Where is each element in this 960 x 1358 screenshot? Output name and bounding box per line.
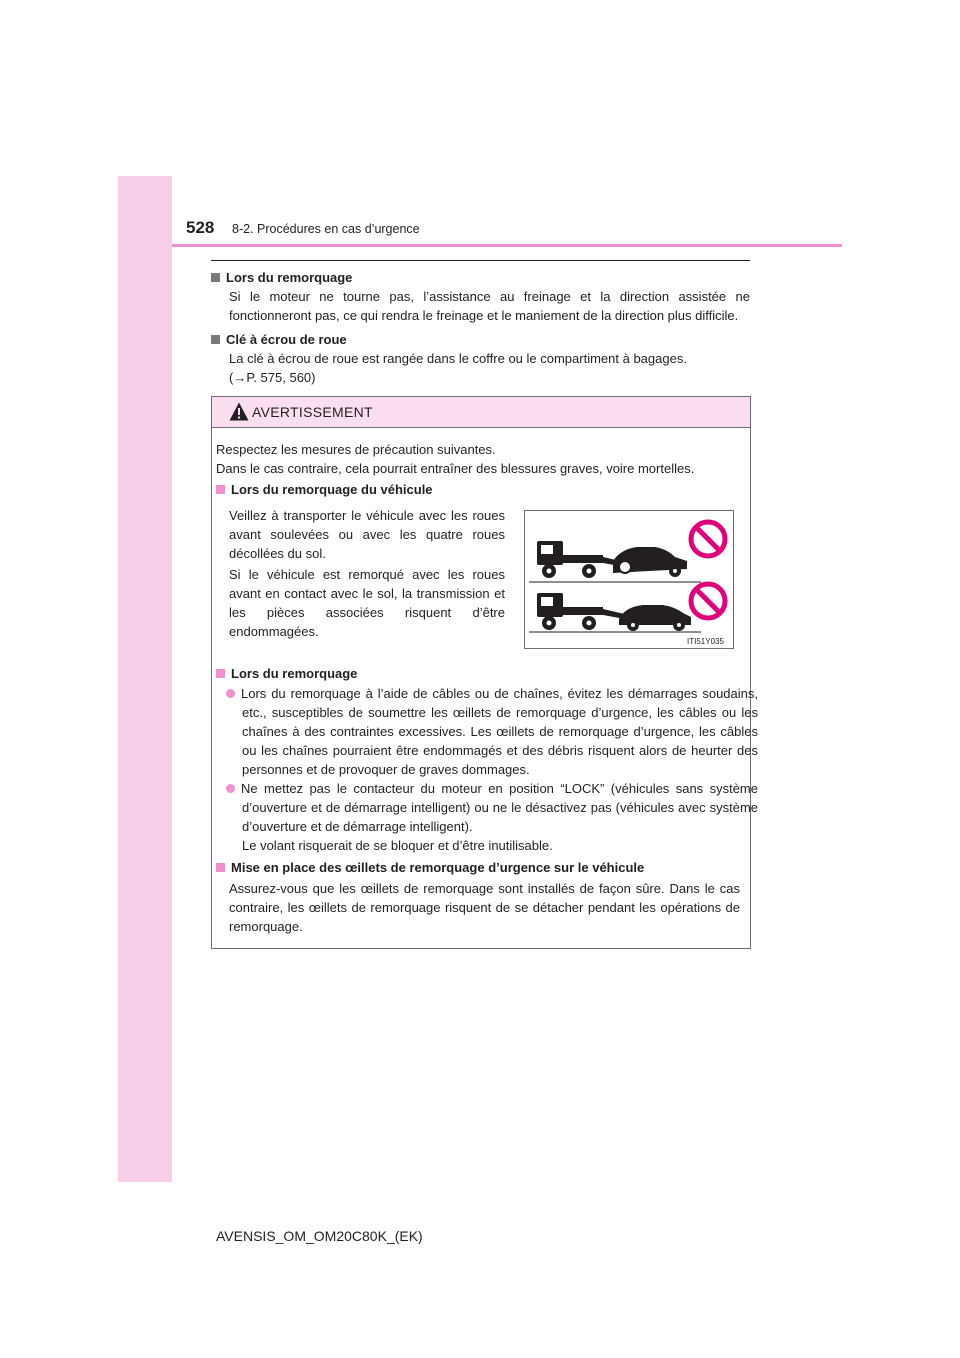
section-title-text: Mise en place des œillets de remorquage d’urgence sur le véhicule xyxy=(231,860,645,875)
warning-section-title xyxy=(216,858,746,877)
side-tab-band xyxy=(118,176,172,1182)
page-number: 528 xyxy=(186,218,215,237)
warning-section-title xyxy=(216,480,746,499)
warning-header xyxy=(212,397,750,428)
document-code: AVENSIS_OM_OM20C80K_(EK) xyxy=(216,1228,423,1244)
warning-section-3-text: Assurez-vous que les œillets de remorquage sont installés de façon sûre. Dans le cas contraire, les œillets de remorquage risquent de se détacher pendant les opérations de remorquage. xyxy=(229,881,740,934)
note-towing xyxy=(211,268,750,325)
header-rule xyxy=(172,244,842,247)
section-title-text: Lors du remorquage du véhicule xyxy=(231,482,433,497)
section-title: 8-2. Procédures en cas d’urgence xyxy=(232,222,420,236)
warning-section-title xyxy=(216,664,746,683)
warning-bullet-1 xyxy=(226,684,758,779)
round-bullet-icon xyxy=(226,689,235,698)
square-bullet-icon xyxy=(216,669,225,678)
round-bullet-icon xyxy=(226,784,235,793)
bullet-text: Lors du remorquage à l’aide de câbles ou de chaînes, évitez les démarrages soudains, etc., susceptibles de soumettre les œillets de remorquage d’urgence, les câbles ou les chaînes à des contraintes excessives. Les œillets de remorquage d’urgence, les câbles ou les chaînes pourraient être endommagés et des débris risquent alors de heurter des personnes et de provoquer de graves dommages. xyxy=(241,686,758,777)
warning-section-1-p1: Veillez à transporter le véhicule avec les roues avant soulevées ou avec les quatre roues décollées du sol. xyxy=(229,508,505,561)
page-reference: (→P. 575, 560) xyxy=(229,370,316,385)
square-bullet-icon xyxy=(211,273,220,282)
square-bullet-icon xyxy=(216,863,225,872)
warning-bullet-2-note: Le volant risquerait de se bloquer et d’être inutilisable. xyxy=(242,838,553,853)
warning-title: AVERTISSEMENT xyxy=(252,404,373,420)
note-title: Lors du remorquage xyxy=(226,270,353,285)
warning-triangle-icon xyxy=(229,402,249,421)
note-title: Clé à écrou de roue xyxy=(226,332,347,347)
towing-illustration xyxy=(524,510,734,649)
content-rule xyxy=(211,260,750,261)
figure-code: ITI51Y035 xyxy=(687,637,724,646)
note-wheel-wrench xyxy=(211,330,750,387)
note-text: Si le moteur ne tourne pas, l’assistance au freinage et la direction assistée ne fonctionneront pas, ce qui rendra le freinage et le maniement de la direction plus difficile. xyxy=(229,289,750,323)
note-text: La clé à écrou de roue est rangée dans le coffre ou le compartiment à bagages. xyxy=(229,351,687,366)
tow-truck-drawing xyxy=(525,511,733,648)
square-bullet-icon xyxy=(216,485,225,494)
warning-intro-2: Dans le cas contraire, cela pourrait entraîner des blessures graves, voire mortelles. xyxy=(216,461,695,476)
square-bullet-icon xyxy=(211,335,220,344)
bullet-text: Ne mettez pas le contacteur du moteur en position “LOCK” (véhicules sans système d’ouverture et de démarrage intelligent) ou ne le désactivez pas (véhicules avec système d’ouverture et de démarrage intelligent). xyxy=(241,781,758,834)
section-title-text: Lors du remorquage xyxy=(231,666,358,681)
warning-bullet-2 xyxy=(226,779,758,836)
warning-section-1-p2: Si le véhicule est remorqué avec les roues avant en contact avec le sol, la transmission et les pièces associées risquent d’être endommagées. xyxy=(229,567,505,639)
warning-intro-1: Respectez les mesures de précaution suivantes. xyxy=(216,442,496,457)
